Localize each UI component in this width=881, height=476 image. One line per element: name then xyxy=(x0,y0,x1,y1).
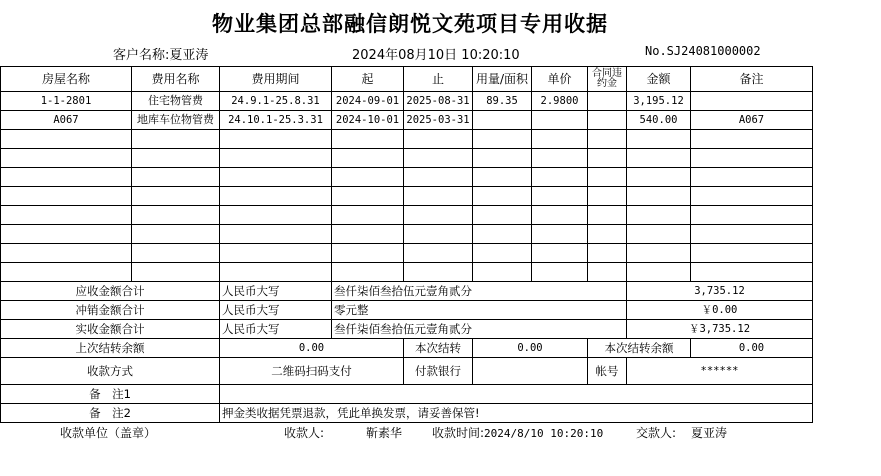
empty-cell xyxy=(1,149,132,168)
offset-words: 零元整 xyxy=(332,301,627,320)
empty-cell xyxy=(132,130,220,149)
this-balance-value: 0.00 xyxy=(691,339,813,358)
empty-cell xyxy=(332,149,404,168)
empty-cell xyxy=(1,130,132,149)
payment-row xyxy=(1,358,813,385)
receivable-total-row xyxy=(1,282,813,301)
empty-cell xyxy=(404,168,473,187)
amount-cell: 540.00 xyxy=(627,111,691,130)
period-cell: 24.10.1-25.3.31 xyxy=(220,111,332,130)
start-cell: 2024-09-01 xyxy=(332,92,404,111)
empty-cell xyxy=(532,130,588,149)
collection-time-label: 收款时间: xyxy=(432,426,485,440)
carry-over-row xyxy=(1,339,813,358)
empty-cell xyxy=(220,206,332,225)
receipt-table xyxy=(0,66,813,423)
empty-cell xyxy=(691,187,813,206)
empty-row xyxy=(1,225,813,244)
offset-rmb-label: 人民币大写 xyxy=(220,301,332,320)
payee-label: 收款人: xyxy=(284,426,325,440)
empty-row xyxy=(1,168,813,187)
empty-cell xyxy=(1,244,132,263)
amount-cell: 3,195.12 xyxy=(627,92,691,111)
empty-cell xyxy=(627,244,691,263)
offset-label: 冲销金额合计 xyxy=(1,301,220,320)
empty-cell xyxy=(473,187,532,206)
empty-cell xyxy=(132,187,220,206)
empty-cell xyxy=(532,244,588,263)
remark1-label: 备 注1 xyxy=(1,385,220,404)
empty-cell xyxy=(132,168,220,187)
empty-cell xyxy=(691,225,813,244)
empty-cell xyxy=(588,149,627,168)
period-cell: 24.9.1-25.8.31 xyxy=(220,92,332,111)
empty-cell xyxy=(473,206,532,225)
payer-bank-value xyxy=(473,358,588,385)
empty-cell xyxy=(332,130,404,149)
receivable-rmb-label: 人民币大写 xyxy=(220,282,332,301)
last-balance-label: 上次结转余额 xyxy=(1,339,220,358)
this-balance-label: 本次结转余额 xyxy=(588,339,691,358)
customer-info xyxy=(113,44,208,63)
empty-cell xyxy=(332,168,404,187)
received-label: 实收金额合计 xyxy=(1,320,220,339)
empty-cell xyxy=(220,244,332,263)
empty-cell xyxy=(332,225,404,244)
col-header-fee: 费用名称 xyxy=(132,67,220,92)
empty-cell xyxy=(132,206,220,225)
empty-cell xyxy=(473,225,532,244)
empty-row xyxy=(1,206,813,225)
col-header-start: 起 xyxy=(332,67,404,92)
empty-cell xyxy=(691,149,813,168)
empty-cell xyxy=(220,187,332,206)
empty-cell xyxy=(332,187,404,206)
empty-cell xyxy=(588,263,627,282)
col-header-note: 备注 xyxy=(691,67,813,92)
empty-row xyxy=(1,149,813,168)
empty-cell xyxy=(627,206,691,225)
remark2-label: 备 注2 xyxy=(1,404,220,423)
offset-amount: ￥0.00 xyxy=(627,301,813,320)
note-cell: A067 xyxy=(691,111,813,130)
empty-cell xyxy=(588,187,627,206)
empty-cell xyxy=(220,225,332,244)
empty-cell xyxy=(132,244,220,263)
empty-cell xyxy=(691,130,813,149)
this-carry-label: 本次结转 xyxy=(404,339,473,358)
remark1-row xyxy=(1,385,813,404)
end-cell: 2025-03-31 xyxy=(404,111,473,130)
empty-cell xyxy=(404,130,473,149)
empty-cell xyxy=(691,263,813,282)
empty-cell xyxy=(627,130,691,149)
empty-cell xyxy=(332,244,404,263)
column-header-row xyxy=(1,67,813,92)
receipt-number: No.SJ24081000002 xyxy=(645,44,761,58)
empty-cell xyxy=(1,187,132,206)
customer-name: 夏亚涛 xyxy=(169,48,209,63)
receipt-datetime: 2024年08月10日 10:20:10 xyxy=(352,48,520,63)
receivable-label: 应收金额合计 xyxy=(1,282,220,301)
empty-cell xyxy=(1,168,132,187)
empty-cell xyxy=(588,168,627,187)
empty-cell xyxy=(532,149,588,168)
col-header-end: 止 xyxy=(404,67,473,92)
empty-cell xyxy=(588,225,627,244)
empty-cell xyxy=(404,225,473,244)
empty-cell xyxy=(404,263,473,282)
received-rmb-label: 人民币大写 xyxy=(220,320,332,339)
penalty-cell xyxy=(588,92,627,111)
empty-cell xyxy=(220,168,332,187)
empty-cell xyxy=(588,130,627,149)
empty-row xyxy=(1,130,813,149)
empty-cell xyxy=(588,244,627,263)
collecting-unit-label: 收款单位（盖章） xyxy=(60,426,157,440)
empty-cell xyxy=(627,187,691,206)
empty-cell xyxy=(220,149,332,168)
account-value: ****** xyxy=(627,358,813,385)
note-cell xyxy=(691,92,813,111)
empty-cell xyxy=(473,244,532,263)
payer-name: 夏亚涛 xyxy=(691,426,728,440)
empty-cell xyxy=(1,263,132,282)
received-total-row xyxy=(1,320,813,339)
account-label: 帐号 xyxy=(588,358,627,385)
empty-cell xyxy=(532,206,588,225)
empty-cell xyxy=(691,168,813,187)
empty-cell xyxy=(220,130,332,149)
payee-name: 靳素华 xyxy=(366,426,403,440)
empty-cell xyxy=(691,244,813,263)
empty-cell xyxy=(473,149,532,168)
received-words: 叁仟柒佰叁拾伍元壹角贰分 xyxy=(332,320,627,339)
table-row xyxy=(1,92,813,111)
empty-cell xyxy=(132,263,220,282)
price-cell: 2.9800 xyxy=(532,92,588,111)
empty-cell xyxy=(532,168,588,187)
empty-cell xyxy=(532,263,588,282)
penalty-cell xyxy=(588,111,627,130)
empty-cell xyxy=(588,206,627,225)
collection-time-value: 2024/8/10 10:20:10 xyxy=(484,427,604,440)
customer-label: 客户名称: xyxy=(113,48,170,63)
empty-cell xyxy=(473,263,532,282)
this-carry-value: 0.00 xyxy=(473,339,588,358)
house-cell: A067 xyxy=(1,111,132,130)
empty-cell xyxy=(473,168,532,187)
house-cell: 1-1-2801 xyxy=(1,92,132,111)
remark2-value: 押金类收据凭票退款，凭此单换发票，请妥善保管! xyxy=(220,404,813,423)
payment-method-label: 收款方式 xyxy=(1,358,220,385)
empty-cell xyxy=(1,206,132,225)
offset-total-row xyxy=(1,301,813,320)
col-header-penalty: 合同违约金 xyxy=(588,67,627,92)
fee-cell: 地库车位物管费 xyxy=(132,111,220,130)
received-amount: ￥3,735.12 xyxy=(627,320,813,339)
receipt-title: 物业集团总部融信朗悦文苑项目专用收据 xyxy=(212,11,608,36)
col-header-period: 费用期间 xyxy=(220,67,332,92)
empty-cell xyxy=(404,149,473,168)
table-row xyxy=(1,111,813,130)
empty-cell xyxy=(473,130,532,149)
collection-time xyxy=(432,424,603,441)
empty-cell xyxy=(220,263,332,282)
empty-cell xyxy=(132,149,220,168)
last-balance-value: 0.00 xyxy=(220,339,404,358)
empty-row xyxy=(1,244,813,263)
empty-cell xyxy=(691,206,813,225)
receivable-amount: 3,735.12 xyxy=(627,282,813,301)
col-header-amount: 金额 xyxy=(627,67,691,92)
empty-cell xyxy=(627,149,691,168)
price-cell xyxy=(532,111,588,130)
payer-label: 交款人: xyxy=(636,426,677,440)
empty-row xyxy=(1,263,813,282)
quantity-cell: 89.35 xyxy=(473,92,532,111)
empty-cell xyxy=(404,187,473,206)
empty-cell xyxy=(532,225,588,244)
payer-bank-label: 付款银行 xyxy=(404,358,473,385)
empty-cell xyxy=(627,263,691,282)
empty-row xyxy=(1,187,813,206)
empty-cell xyxy=(1,225,132,244)
empty-cell xyxy=(627,225,691,244)
end-cell: 2025-08-31 xyxy=(404,92,473,111)
fee-cell: 住宅物管费 xyxy=(132,92,220,111)
col-header-house: 房屋名称 xyxy=(1,67,132,92)
empty-cell xyxy=(404,206,473,225)
empty-cell xyxy=(132,225,220,244)
empty-cell xyxy=(332,263,404,282)
remark1-value xyxy=(220,385,813,404)
col-header-price: 单价 xyxy=(532,67,588,92)
remark2-row xyxy=(1,404,813,423)
receivable-words: 叁仟柒佰叁拾伍元壹角贰分 xyxy=(332,282,627,301)
empty-cell xyxy=(404,244,473,263)
quantity-cell xyxy=(473,111,532,130)
empty-cell xyxy=(532,187,588,206)
payment-method-value: 二维码扫码支付 xyxy=(220,358,404,385)
empty-cell xyxy=(332,206,404,225)
start-cell: 2024-10-01 xyxy=(332,111,404,130)
empty-cell xyxy=(627,168,691,187)
col-header-quantity: 用量/面积 xyxy=(473,67,532,92)
